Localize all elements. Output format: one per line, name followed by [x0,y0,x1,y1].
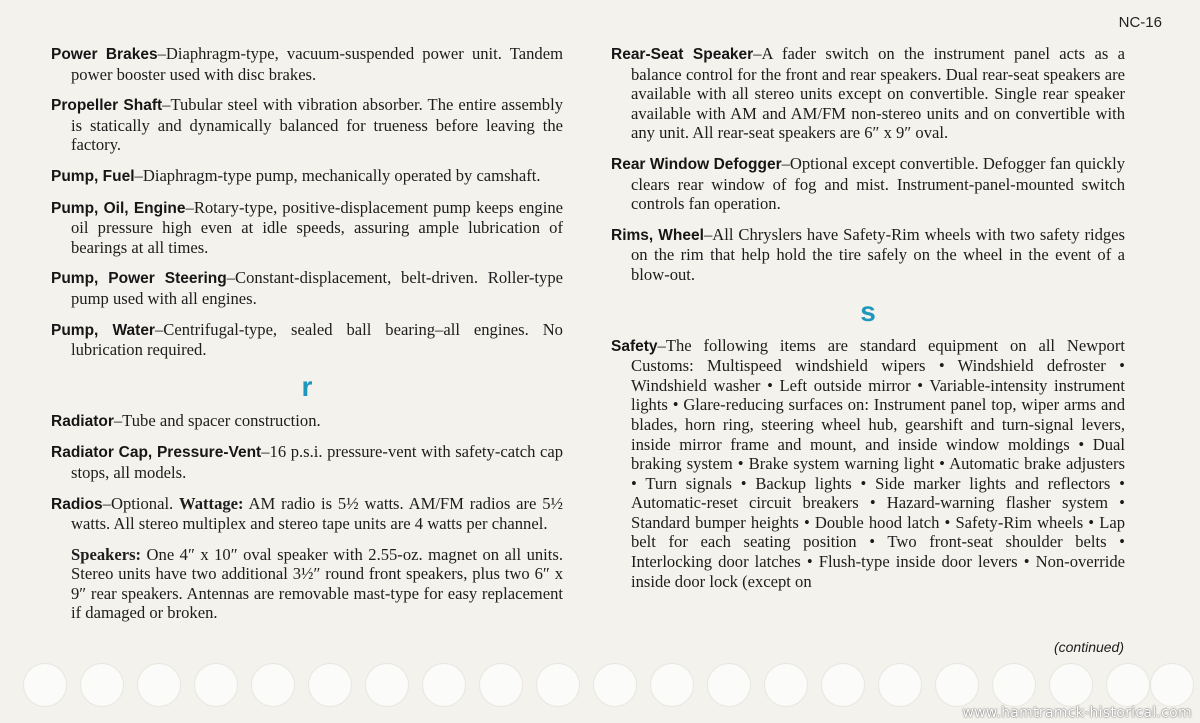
punch-hole [992,663,1036,707]
entry-text: –All Chryslers have Safety-Rim wheels with two safety ridges on the rim that help hold the tire safely on the wheel in the event of a blow-out. [631,224,1125,284]
entry-text: –Tube and spacer construction. [113,410,321,430]
entry-term: Pump, Power Steering [51,270,227,288]
entry-text: –Centrifugal-type, sealed ball bearing–all engines. No lubrication required. [71,319,563,360]
entry-rims-wheel [611,225,1125,285]
punch-hole [764,663,808,707]
entry-radiator [51,411,563,432]
punch-hole [251,663,295,707]
entry-text: –Diaphragm-type pump, mechanically operated by camshaft. [134,165,541,185]
section-letter-r: r [301,370,313,402]
left-column [51,44,563,634]
punch-hole [1106,663,1150,707]
punch-hole [1150,663,1194,707]
punch-hole [479,663,523,707]
entry-pump-water [51,320,563,360]
speakers-label: Speakers: [71,544,142,564]
entry-pump-oil-engine [51,198,563,258]
entry-term: Radiator [51,412,114,430]
wattage-label: Wattage: [179,493,244,513]
entry-term: Rear-Seat Speaker [611,46,754,63]
entry-text: –Tubular steel with vibration absorber. The entire assembly is statically and dynamically balanced for trueness before leaving the factory. [71,95,563,155]
punch-hole [137,663,181,707]
entry-text: –The following items are standard equipment on all Newport Customs: Multispeed windshield wipers • Windshield defroster • Windshield washer • Left outside mirror • Variable-intensity instrument lights • Glare-reducing surfaces on: Instrument panel top, wiper arms and blades, horn ring, steering wheel hub, gearshift and turn-signal levers, inside mirror frame and mount, and inside window moldings • Dual braking system • Brake system warning light • Automatic brake adjusters • Turn signals • Backup lights • Side marker lights and reflectors • Automatic-reset circuit breakers • Hazard-warning flasher system • Standard bumper heights • Double hood latch • Safety-Rim wheels • Lap belt for each seating position • Two front-seat shoulder belts • Interlocking door latches • Flush-type inside door levers • Non-override inside door lock (except on [631,335,1125,591]
punch-hole [194,663,238,707]
entry-radiator-cap [51,442,563,482]
entry-text: –Constant-displacement, belt-driven. Roller-type pump used with all engines. [71,268,563,308]
entry-term: Rear Window Defogger [611,155,782,173]
entry-text: –Optional except convertible. Defogger fan quickly clears rear window of fog and mist. Instrument-panel-mounted switch controls fan operation. [631,153,1125,214]
entry-rear-seat-speaker [611,44,1125,143]
watermark: www.hamtramck-historical.com [962,705,1192,721]
entry-text: –Diaphragm-type, vacuum-suspended power unit. Tandem power booster used with disc brakes. [71,44,563,84]
entry-term: Power Brakes [51,46,158,63]
punch-hole [593,663,637,707]
section-letter-s: s [860,295,876,327]
binder-holes [0,660,1200,710]
punch-hole [935,663,979,707]
entry-pump-fuel [51,166,563,187]
entry-pump-power-steering [51,268,563,308]
entry-term: Propeller Shaft [51,97,163,115]
entry-term: Pump, Oil, Engine [51,199,186,217]
entry-text: AM radio is 5½ watts. AM/FM radios are 5½ watts. All stereo multiplex and stereo tape units are 4 watts per channel. [71,493,563,534]
continued-note: (continued) [1053,639,1124,655]
punch-hole [1049,663,1093,707]
entry-radios-speakers [51,545,563,623]
page-number: NC-16 [1118,14,1162,31]
entry-text: One 4″ x 10″ oval speaker with 2.55-oz. magnet on all units. Stereo units have two additional 3½″ round front speakers, plus two 6″ x 9″ rear speakers. Antennas are removable mast-type for easy replacement if damaged or broken. [71,544,563,623]
entry-propeller-shaft [51,95,563,155]
punch-hole [365,663,409,707]
entry-text: –Optional. [102,493,180,513]
punch-hole [23,663,67,707]
punch-hole [878,663,922,707]
entry-text: –Rotary-type, positive-displacement pump keeps engine oil pressure high even at idle speeds, assuring ample lubrication of bearings at all times. [71,197,564,257]
entry-term: Safety [611,337,658,355]
entry-text: –16 p.s.i. pressure-vent with safety-catch cap stops, all models. [71,442,563,482]
right-column [611,44,1125,602]
punch-hole [707,663,751,707]
entry-power-brakes [51,44,563,84]
punch-hole [80,663,124,707]
entry-radios [51,494,563,534]
punch-hole [536,663,580,707]
punch-hole [821,663,865,707]
entry-term: Radios [51,495,103,513]
entry-text: –A fader switch on the instrument panel acts as a balance control for the front and rear speakers. Dual rear-seat speakers are available with all stereo units except on convertible. Single rear speaker available with AM and AM/FM non-stereo units and on convertible with any unit. All rear-seat speakers are 6″ x 9″ oval. [631,44,1125,143]
entry-term: Radiator Cap, Pressure-Vent [51,444,262,462]
punch-hole [650,663,694,707]
entry-term: Pump, Water [51,321,155,339]
entry-safety [611,336,1125,592]
entry-rear-window-defogger [611,154,1125,214]
punch-hole [308,663,352,707]
entry-term: Pump, Fuel [51,167,135,185]
punch-hole [422,663,466,707]
entry-term: Rims, Wheel [611,226,704,244]
